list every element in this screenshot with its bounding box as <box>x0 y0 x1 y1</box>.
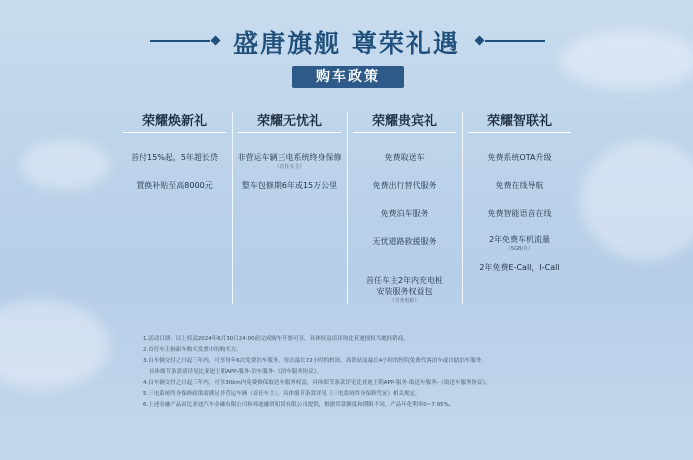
policy-item: 非营运车辆三电系统终身保修 （首任车主） <box>232 152 347 171</box>
policy-column-vip <box>347 104 462 302</box>
footnotes <box>143 334 563 411</box>
cloud-decoration <box>580 140 693 260</box>
policy-item-note: （首任车主） <box>274 164 305 170</box>
footnote: 2.首任车主指新车购买发票中的购买方。 <box>143 347 242 353</box>
policy-item: 免费出行替代服务 <box>372 181 437 190</box>
policy-column-worry-free <box>232 104 347 302</box>
cloud-decoration <box>0 300 110 390</box>
section-badge: 购车政策 <box>292 66 404 88</box>
heading-underline <box>123 132 226 133</box>
policy-columns <box>117 104 577 302</box>
footnote: 6.上述金融产品由比亚迪汽车金融有限公司和弗迪融资租赁有限公司提供，根据贷款额度和期限不同，产品年化利率0~7.95%。 <box>143 402 455 408</box>
column-heading: 荣耀无忧礼 <box>256 114 322 129</box>
page-title: 盛唐旗舰 尊荣礼遇 <box>233 29 460 58</box>
footnote: 1.活动日期：以上权益2024年6月30日24:00前完成购车开票可享，具体权益请详询比亚迪授权当地经销商。 <box>143 336 409 342</box>
policy-column-smart <box>462 104 577 302</box>
heading-underline <box>238 132 341 133</box>
policy-item: 整车包修期6年或15万公里 <box>241 181 338 190</box>
title-decor-line-right <box>485 40 545 42</box>
policy-item: 免费系统OTA升级 <box>487 153 552 162</box>
policy-item-note: （含充电桩） <box>389 298 420 304</box>
policy-item: 2年免费车机流量 （5GB/月） <box>462 234 577 253</box>
footnote: 3.自车辆交付之日起三年内，可享每年6次免费泊车服务，每次最长72小时的机场、高铁站及最长4小时的医院免费代客泊车或自助泊车服务。 具体细节条款请详见比亚迪王朝APP-服务-泊车服务-《泊车服务协议》。 <box>143 356 563 378</box>
policy-item: 免费在线导航 <box>495 181 544 190</box>
policy-item: 免费取送车 <box>384 153 425 162</box>
footnote: 5.三电系统终身保修政策需满足非营运车辆（首任车主），具体细节条款详见《三电系统终身保修凭证》相关规定。 <box>143 391 421 397</box>
policy-column-renewal <box>117 104 232 302</box>
policy-item: 免费泊车服务 <box>380 209 429 218</box>
policy-item: 2年免费E-Call，I-Call <box>479 263 560 272</box>
policy-item: 免费智能语音在线 <box>487 209 552 218</box>
column-heading: 荣耀智联礼 <box>486 114 552 129</box>
cloud-decoration <box>20 140 110 190</box>
policy-item: 首任车主2年内充电桩 安装服务权益包 （含充电桩） <box>347 264 462 316</box>
policy-item-note: （5GB/月） <box>505 246 534 252</box>
heading-underline <box>468 132 571 133</box>
policy-item: 首付15%起，5年超长贷 <box>131 153 218 162</box>
column-heading: 荣耀焕新礼 <box>141 114 207 129</box>
footnote-continuation: 具体细节条款请详见比亚迪王朝APP-服务-泊车服务-《泊车服务协议》。 <box>149 369 322 375</box>
heading-underline <box>353 132 456 133</box>
policy-item: 置换补贴至高8000元 <box>136 181 213 190</box>
column-heading: 荣耀贵宾礼 <box>371 114 437 129</box>
policy-item: 无忧道路救援服务 <box>372 237 437 246</box>
footnote: 4.自车辆交付之日起三年内，可享30km内免费修保取送车服务权益，具体细节条款详见比亚迪王朝APP-服务-取送车服务-《取送车服务协议》。 <box>143 380 491 386</box>
page-title-row <box>0 22 693 58</box>
